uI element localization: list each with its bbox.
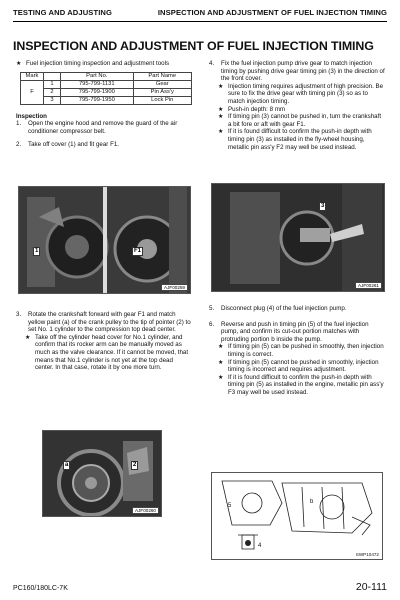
row-part-name: Lock Pin [133, 96, 191, 104]
note-text: If timing pin (5) can be pushed in smoothly, then injection timing is correct. [228, 343, 384, 358]
callout-1: 1 [35, 248, 39, 254]
step-text: Fix the fuel injection pump drive gear to match injection timing by pushing drive gear timing pin (3) in the direction of the front cover. [221, 60, 385, 83]
note-text: If timing pin (3) cannot be pushed in, turn the crankshaft a bit fore or aft with gear F1. [228, 113, 382, 128]
step-6-note [209, 343, 385, 358]
step-6-note [209, 374, 385, 397]
step-number: 3. [16, 311, 22, 318]
star-icon: ★ [218, 82, 224, 90]
engine-photo-3 [43, 431, 161, 516]
step-text: Disconnect plug (4) of the fuel injection pump. [221, 305, 347, 312]
step-text: Rotate the crankshaft forward with gear F1 and match yellow paint (a) of the crank pulley to the tip of pointer (2) to set No. 1 cylinder to the compression top dead center. [28, 311, 191, 334]
header-section: TESTING AND ADJUSTING [13, 8, 112, 17]
step-4-note [209, 113, 385, 128]
star-icon: ★ [25, 333, 31, 341]
star-icon: ★ [16, 60, 22, 67]
tools-intro-text: Fuel injection timing inspection and adjustment tools [26, 60, 170, 67]
step-3-block [16, 311, 192, 372]
col-part-name: Part Name [133, 72, 191, 80]
figure-injection-pump [211, 472, 383, 560]
row-part-name: Pin Ass'y [133, 88, 191, 96]
tools-table [20, 72, 192, 105]
step-1 [16, 120, 192, 135]
note-text: If timing pin (5) cannot be pushed in smoothly, injection timing is incorrect and requires adjustment. [228, 358, 379, 374]
figure-crank-pulley [42, 430, 162, 517]
engine-photo-1 [19, 187, 190, 293]
step-text: Open the engine hood and remove the guard of the air conditioner compressor belt. [28, 120, 178, 135]
star-icon: ★ [218, 358, 224, 366]
star-icon: ★ [218, 105, 224, 113]
note-text: Push-in depth: 8 mm [228, 105, 286, 113]
step-6-note [209, 359, 385, 374]
step-3-note [16, 334, 192, 372]
note-text: Injection timing requires adjustment of high precision. Be sure to fix the drive gear with timing pin (3) so as to match injection timing. [228, 82, 384, 105]
step-2 [16, 141, 192, 149]
col-part-no: Part No. [61, 72, 134, 80]
callout-2: 2 [133, 462, 137, 468]
callout-5: 5 [228, 503, 232, 509]
note-text: If it is found difficult to confirm the push-in depth with timing pin (5) as installed in the engine, metallic pin ass'y F3 may well be used instead. [228, 373, 384, 396]
header-topic: INSPECTION AND ADJUSTMENT OF FUEL INJECTION TIMING [157, 8, 387, 17]
step-text: Reverse and push in timing pin (5) of the fuel injection pump, and confirm its cut-out portion matches with protruding portion b inside the pump. [221, 320, 369, 343]
group-mark: F [21, 80, 44, 104]
table-row [21, 80, 192, 88]
table-row [21, 96, 192, 104]
model-number: PC160/180LC-7K [13, 585, 68, 592]
star-icon: ★ [218, 343, 224, 351]
step-4-note [209, 106, 385, 114]
star-icon: ★ [218, 128, 224, 136]
step-4-note [209, 83, 385, 106]
row-no: 1 [44, 80, 61, 88]
callout-f1: F1 [134, 248, 142, 254]
page-header [13, 8, 387, 22]
right-column [209, 60, 385, 151]
col-no [44, 72, 61, 80]
step-6 [209, 321, 385, 344]
step-number: 6. [209, 320, 215, 328]
page-footer [13, 581, 387, 593]
row-part-no: 795-799-1950 [61, 96, 134, 104]
tools-intro [16, 60, 192, 68]
left-column [16, 60, 192, 149]
inspection-heading: Inspection [16, 112, 47, 120]
callout-3: 3 [321, 203, 325, 209]
figure-timing-pin [211, 183, 385, 292]
note-text: Take off the cylinder head cover for No.1 cylinder, and confirm that its rocker arm can be manually moved as much as the valve clearance. If it cannot be moved, that means that No.1 cylinder is not yet at the top dead center. In that case, rotate it by one more turn. [35, 333, 189, 372]
callout-4: 4 [258, 543, 262, 549]
pump-line-drawing [212, 473, 382, 559]
page-number: 20-111 [355, 581, 387, 593]
row-part-no: 795-799-1131 [61, 80, 134, 88]
step-5 [209, 305, 385, 313]
step-number: 2. [16, 141, 22, 149]
step-number: 5. [209, 305, 215, 312]
step-number: 4. [209, 60, 215, 67]
row-part-name: Gear [133, 80, 191, 88]
row-no: 3 [44, 96, 61, 104]
figure-id: AJF00260 [132, 507, 159, 514]
figure-id: SWP10472 [355, 552, 379, 557]
figure-id: AJF00261 [355, 282, 382, 289]
step-text: Take off cover (1) and fit gear F1. [28, 141, 120, 149]
row-part-no: 795-799-1900 [61, 88, 134, 96]
col-mark: Mark [21, 72, 44, 80]
note-text: If it is found difficult to confirm the push-in depth with timing pin (3) as installed in the fly-wheel housing, metallic pin ass'y F2 may well be used instead. [228, 128, 372, 151]
engine-photo-2 [212, 184, 384, 291]
callout-a: a [65, 462, 69, 468]
tools-table-header [21, 72, 192, 80]
row-no: 2 [44, 88, 61, 96]
callout-b: b [310, 499, 314, 505]
star-icon: ★ [218, 113, 224, 121]
step-3 [16, 311, 192, 334]
table-row [21, 88, 192, 96]
step-4 [209, 60, 385, 83]
page-title: INSPECTION AND ADJUSTMENT OF FUEL INJECTION TIMING [13, 39, 374, 53]
step-number: 1. [16, 120, 22, 128]
star-icon: ★ [218, 373, 224, 381]
steps-5-6 [209, 305, 385, 397]
figure-id: AJF00259 [161, 284, 188, 291]
step-4-note [209, 128, 385, 151]
figure-gear-f1 [18, 186, 191, 294]
